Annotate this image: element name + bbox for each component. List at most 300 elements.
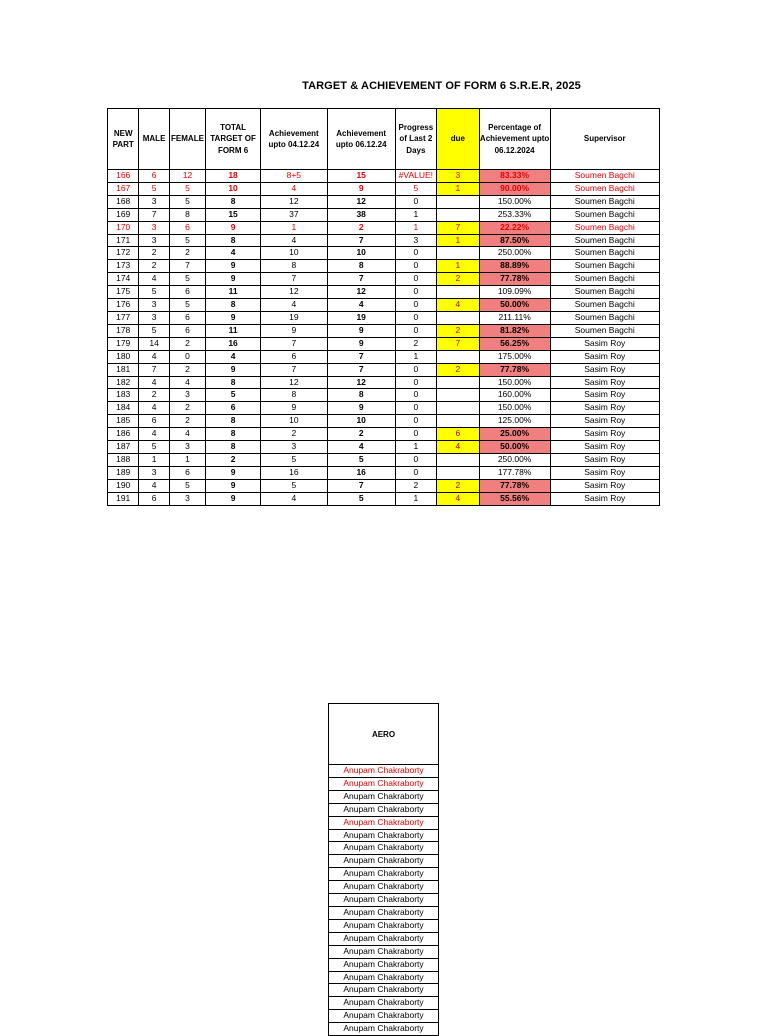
aero-row [329,868,439,881]
cell-part: 176 [108,299,139,312]
cell-female: 12 [169,170,205,183]
cell-part: 171 [108,234,139,247]
cell-male: 4 [139,273,169,286]
aero-name: Anupam Chakraborty [329,971,439,984]
cell-ach-0412: 2 [260,428,327,441]
cell-female: 5 [169,299,205,312]
table-row [108,234,660,247]
cell-part: 167 [108,182,139,195]
cell-part: 191 [108,492,139,505]
aero-name: Anupam Chakraborty [329,958,439,971]
cell-progress: 1 [395,441,437,454]
cell-total: 9 [206,479,261,492]
aero-row [329,855,439,868]
cell-part: 172 [108,247,139,260]
cell-part: 177 [108,311,139,324]
cell-male: 2 [139,389,169,402]
cell-due: 1 [437,234,480,247]
aero-name: Anupam Chakraborty [329,881,439,894]
cell-supervisor: Soumen Bagchi [550,299,659,312]
cell-female: 1 [169,453,205,466]
table-row [108,337,660,350]
cell-percentage: 77.78% [479,479,550,492]
cell-due: 2 [437,479,480,492]
cell-percentage: 77.78% [479,273,550,286]
cell-ach-0612: 5 [327,492,395,505]
cell-supervisor: Sasim Roy [550,415,659,428]
cell-ach-0612: 12 [327,286,395,299]
cell-supervisor: Soumen Bagchi [550,170,659,183]
cell-supervisor: Soumen Bagchi [550,311,659,324]
cell-female: 3 [169,389,205,402]
header-female: FEMALE [169,109,205,170]
cell-ach-0612: 38 [327,208,395,221]
cell-ach-0412: 12 [260,376,327,389]
cell-part: 185 [108,415,139,428]
cell-percentage: 87.50% [479,234,550,247]
cell-female: 5 [169,273,205,286]
cell-total: 9 [206,221,261,234]
cell-female: 6 [169,311,205,324]
cell-due [437,208,480,221]
aero-name: Anupam Chakraborty [329,945,439,958]
cell-male: 3 [139,221,169,234]
cell-supervisor: Sasim Roy [550,453,659,466]
cell-male: 4 [139,350,169,363]
cell-progress: 0 [395,402,437,415]
cell-male: 14 [139,337,169,350]
table-row [108,311,660,324]
cell-supervisor: Sasim Roy [550,441,659,454]
cell-male: 6 [139,492,169,505]
table-row [108,453,660,466]
cell-percentage: 56.25% [479,337,550,350]
cell-ach-0412: 9 [260,402,327,415]
table-row [108,286,660,299]
cell-ach-0612: 5 [327,453,395,466]
cell-female: 7 [169,260,205,273]
cell-progress: 0 [395,260,437,273]
cell-part: 189 [108,466,139,479]
cell-total: 16 [206,337,261,350]
cell-female: 6 [169,286,205,299]
cell-total: 6 [206,402,261,415]
cell-part: 178 [108,324,139,337]
cell-progress: 3 [395,234,437,247]
cell-ach-0412: 3 [260,441,327,454]
table-row [108,376,660,389]
cell-male: 1 [139,453,169,466]
aero-row [329,777,439,790]
table-row [108,389,660,402]
aero-name: Anupam Chakraborty [329,932,439,945]
cell-part: 169 [108,208,139,221]
cell-progress: 1 [395,208,437,221]
aero-name: Anupam Chakraborty [329,829,439,842]
aero-row [329,1023,439,1036]
aero-row [329,984,439,997]
header-row [108,109,660,170]
aero-header-row [329,704,439,765]
cell-supervisor: Soumen Bagchi [550,273,659,286]
cell-ach-0412: 4 [260,234,327,247]
cell-female: 4 [169,428,205,441]
table-row [108,324,660,337]
table-row [108,492,660,505]
cell-percentage: 50.00% [479,299,550,312]
cell-female: 5 [169,182,205,195]
cell-progress: 1 [395,492,437,505]
cell-total: 9 [206,466,261,479]
cell-female: 6 [169,466,205,479]
cell-ach-0412: 7 [260,337,327,350]
aero-row [329,842,439,855]
cell-percentage: 125.00% [479,415,550,428]
cell-total: 8 [206,195,261,208]
cell-ach-0412: 12 [260,286,327,299]
cell-total: 4 [206,350,261,363]
cell-supervisor: Soumen Bagchi [550,208,659,221]
cell-female: 2 [169,402,205,415]
aero-row [329,958,439,971]
cell-percentage: 160.00% [479,389,550,402]
cell-percentage: 77.78% [479,363,550,376]
cell-supervisor: Soumen Bagchi [550,182,659,195]
cell-part: 182 [108,376,139,389]
cell-progress: 2 [395,479,437,492]
cell-total: 11 [206,286,261,299]
aero-name: Anupam Chakraborty [329,894,439,907]
header-achievement-0612: Achievement upto 06.12.24 [327,109,395,170]
cell-due: 4 [437,492,480,505]
cell-ach-0612: 12 [327,195,395,208]
cell-ach-0612: 2 [327,428,395,441]
cell-total: 8 [206,441,261,454]
table-row [108,415,660,428]
cell-supervisor: Soumen Bagchi [550,221,659,234]
cell-ach-0412: 6 [260,350,327,363]
cell-male: 2 [139,247,169,260]
cell-part: 173 [108,260,139,273]
cell-total: 8 [206,299,261,312]
cell-total: 8 [206,428,261,441]
header-new-part: NEW PART [108,109,139,170]
aero-row [329,765,439,778]
cell-total: 5 [206,389,261,402]
aero-row [329,906,439,919]
cell-male: 4 [139,428,169,441]
cell-supervisor: Sasim Roy [550,363,659,376]
aero-name: Anupam Chakraborty [329,777,439,790]
cell-ach-0612: 2 [327,221,395,234]
aero-name: Anupam Chakraborty [329,868,439,881]
cell-supervisor: Sasim Roy [550,492,659,505]
cell-total: 8 [206,234,261,247]
cell-due: 3 [437,170,480,183]
cell-male: 7 [139,363,169,376]
cell-total: 9 [206,363,261,376]
aero-name: Anupam Chakraborty [329,803,439,816]
cell-progress: 0 [395,286,437,299]
cell-percentage: 253.33% [479,208,550,221]
cell-due: 6 [437,428,480,441]
cell-part: 170 [108,221,139,234]
cell-percentage: 50.00% [479,441,550,454]
cell-ach-0412: 4 [260,492,327,505]
table-row [108,221,660,234]
cell-due [437,376,480,389]
table-row [108,208,660,221]
cell-progress: 5 [395,182,437,195]
cell-due [437,402,480,415]
cell-ach-0412: 9 [260,324,327,337]
cell-female: 3 [169,441,205,454]
aero-row [329,919,439,932]
cell-percentage: 25.00% [479,428,550,441]
cell-ach-0612: 16 [327,466,395,479]
cell-ach-0612: 7 [327,350,395,363]
cell-male: 6 [139,170,169,183]
cell-part: 168 [108,195,139,208]
cell-ach-0412: 8 [260,260,327,273]
table-row [108,441,660,454]
cell-part: 190 [108,479,139,492]
cell-percentage: 109.09% [479,286,550,299]
table-row [108,466,660,479]
cell-progress: 0 [395,311,437,324]
cell-total: 18 [206,170,261,183]
cell-female: 2 [169,337,205,350]
cell-total: 9 [206,273,261,286]
cell-ach-0412: 1 [260,221,327,234]
table-row [108,247,660,260]
header-percentage: Percentage of Achievement upto 06.12.2024 [479,109,550,170]
cell-due: 1 [437,260,480,273]
cell-supervisor: Sasim Roy [550,350,659,363]
cell-due [437,311,480,324]
cell-ach-0612: 8 [327,260,395,273]
cell-male: 5 [139,324,169,337]
aero-row [329,803,439,816]
cell-part: 183 [108,389,139,402]
cell-supervisor: Soumen Bagchi [550,247,659,260]
cell-part: 166 [108,170,139,183]
cell-percentage: 150.00% [479,402,550,415]
table-row [108,299,660,312]
cell-due [437,453,480,466]
cell-ach-0412: 16 [260,466,327,479]
cell-ach-0612: 7 [327,479,395,492]
cell-supervisor: Soumen Bagchi [550,324,659,337]
cell-supervisor: Soumen Bagchi [550,234,659,247]
cell-male: 3 [139,299,169,312]
cell-progress: 1 [395,221,437,234]
aero-row [329,829,439,842]
cell-ach-0412: 12 [260,195,327,208]
cell-total: 4 [206,247,261,260]
cell-female: 8 [169,208,205,221]
cell-ach-0612: 15 [327,170,395,183]
cell-female: 4 [169,376,205,389]
cell-ach-0612: 7 [327,234,395,247]
cell-ach-0412: 19 [260,311,327,324]
cell-ach-0412: 4 [260,182,327,195]
cell-male: 4 [139,402,169,415]
cell-progress: #VALUE! [395,170,437,183]
cell-male: 7 [139,208,169,221]
cell-due [437,466,480,479]
cell-ach-0612: 9 [327,337,395,350]
cell-female: 0 [169,350,205,363]
header-male: MALE [139,109,169,170]
cell-ach-0612: 4 [327,299,395,312]
cell-due: 7 [437,221,480,234]
cell-male: 4 [139,479,169,492]
cell-progress: 0 [395,273,437,286]
cell-progress: 1 [395,350,437,363]
cell-due [437,415,480,428]
cell-progress: 0 [395,195,437,208]
cell-supervisor: Sasim Roy [550,337,659,350]
cell-ach-0612: 8 [327,389,395,402]
header-supervisor: Supervisor [550,109,659,170]
cell-part: 187 [108,441,139,454]
cell-due [437,389,480,402]
cell-male: 5 [139,286,169,299]
cell-percentage: 81.82% [479,324,550,337]
header-due: due [437,109,480,170]
cell-percentage: 90.00% [479,182,550,195]
aero-row [329,790,439,803]
cell-female: 5 [169,234,205,247]
aero-header: AERO [329,704,439,765]
achievement-table [107,108,660,506]
cell-due [437,247,480,260]
aero-name: Anupam Chakraborty [329,1023,439,1036]
cell-male: 3 [139,311,169,324]
table-body [108,170,660,506]
header-achievement-0412: Achievement upto 04.12.24 [260,109,327,170]
cell-due: 2 [437,324,480,337]
cell-percentage: 22.22% [479,221,550,234]
table-row [108,402,660,415]
cell-ach-0412: 5 [260,479,327,492]
cell-female: 5 [169,195,205,208]
cell-ach-0412: 7 [260,363,327,376]
cell-male: 4 [139,376,169,389]
cell-female: 2 [169,363,205,376]
cell-female: 2 [169,247,205,260]
table-row [108,350,660,363]
aero-name: Anupam Chakraborty [329,1010,439,1023]
cell-supervisor: Sasim Roy [550,402,659,415]
aero-name: Anupam Chakraborty [329,984,439,997]
cell-progress: 0 [395,389,437,402]
cell-total: 8 [206,376,261,389]
aero-name: Anupam Chakraborty [329,842,439,855]
cell-due [437,195,480,208]
cell-part: 184 [108,402,139,415]
cell-male: 5 [139,441,169,454]
cell-part: 174 [108,273,139,286]
cell-due: 2 [437,273,480,286]
cell-total: 8 [206,415,261,428]
cell-progress: 0 [395,466,437,479]
cell-part: 179 [108,337,139,350]
table-row [108,363,660,376]
cell-due: 2 [437,363,480,376]
cell-ach-0412: 8 [260,389,327,402]
cell-supervisor: Soumen Bagchi [550,195,659,208]
cell-progress: 2 [395,337,437,350]
cell-percentage: 150.00% [479,376,550,389]
cell-ach-0612: 10 [327,247,395,260]
cell-total: 15 [206,208,261,221]
cell-total: 2 [206,453,261,466]
cell-part: 175 [108,286,139,299]
cell-supervisor: Soumen Bagchi [550,260,659,273]
cell-part: 186 [108,428,139,441]
cell-female: 6 [169,324,205,337]
aero-name: Anupam Chakraborty [329,906,439,919]
cell-male: 6 [139,415,169,428]
cell-due [437,350,480,363]
cell-percentage: 83.33% [479,170,550,183]
cell-ach-0412: 37 [260,208,327,221]
table-row [108,260,660,273]
cell-part: 180 [108,350,139,363]
cell-female: 6 [169,221,205,234]
cell-percentage: 55.56% [479,492,550,505]
table-row [108,182,660,195]
cell-progress: 0 [395,376,437,389]
cell-male: 5 [139,182,169,195]
cell-ach-0612: 9 [327,182,395,195]
header-progress: Progress of Last 2 Days [395,109,437,170]
cell-female: 2 [169,415,205,428]
cell-percentage: 177.78% [479,466,550,479]
cell-supervisor: Sasim Roy [550,389,659,402]
cell-due: 4 [437,441,480,454]
aero-row [329,881,439,894]
cell-supervisor: Sasim Roy [550,479,659,492]
cell-supervisor: Sasim Roy [550,428,659,441]
cell-total: 9 [206,260,261,273]
cell-ach-0612: 4 [327,441,395,454]
table-row [108,479,660,492]
cell-ach-0612: 10 [327,415,395,428]
cell-supervisor: Soumen Bagchi [550,286,659,299]
aero-row [329,894,439,907]
cell-male: 3 [139,234,169,247]
cell-due [437,286,480,299]
aero-name: Anupam Chakraborty [329,855,439,868]
cell-part: 188 [108,453,139,466]
cell-due: 1 [437,182,480,195]
cell-total: 11 [206,324,261,337]
table-row [108,170,660,183]
cell-progress: 0 [395,428,437,441]
cell-percentage: 250.00% [479,453,550,466]
cell-total: 10 [206,182,261,195]
aero-name: Anupam Chakraborty [329,790,439,803]
aero-table [328,703,439,1036]
table-row [108,195,660,208]
cell-ach-0612: 12 [327,376,395,389]
aero-row [329,932,439,945]
cell-percentage: 150.00% [479,195,550,208]
aero-name: Anupam Chakraborty [329,997,439,1010]
